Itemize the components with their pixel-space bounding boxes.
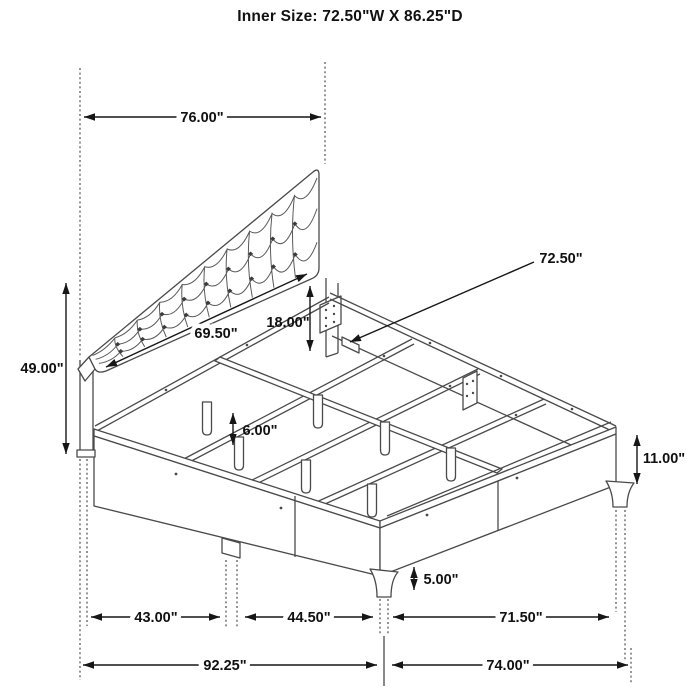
dim-label-headboard-height: 49.00": [20, 361, 64, 377]
headboard-left-post-foot: [77, 450, 95, 457]
headboard: [77, 170, 319, 457]
bed-near-rails: [94, 422, 634, 597]
slat-leg: [447, 448, 456, 481]
extension-lines: [80, 62, 631, 686]
slat-leg: [235, 437, 244, 470]
dim-label-43: 43.00": [134, 610, 178, 626]
dim-label-top-width: 76.00": [180, 110, 224, 126]
dimension-annotations: [20, 110, 685, 674]
dim-label-slat-leg: 6.00": [242, 423, 278, 439]
dim-label-depth: 92.25": [203, 658, 247, 674]
foot-corner-leg: [606, 481, 634, 507]
slat-leg: [302, 460, 311, 493]
center-bracket: [463, 371, 477, 410]
dim-label-foot-leg: 5.00": [423, 572, 459, 588]
slat-leg: [314, 395, 323, 428]
dim-label-gap: 18.00": [266, 315, 310, 331]
center-rail: [215, 357, 502, 473]
dim-label-71: 71.50": [499, 610, 543, 626]
slat-leg: [381, 422, 390, 455]
dim-label-inner-length: 72.50": [539, 251, 583, 267]
slat-leg: [368, 484, 377, 517]
front-corner-leg: [370, 569, 398, 597]
dim-label-panel-width: 69.50": [194, 326, 238, 342]
dim-label-width: 74.00": [486, 658, 530, 674]
slat-leg: [203, 402, 212, 435]
dim-label-44: 44.50": [287, 610, 331, 626]
diagram-title: Inner Size: 72.50"W X 86.25"D: [237, 8, 463, 25]
dim-label-rail-height: 11.00": [642, 451, 686, 467]
